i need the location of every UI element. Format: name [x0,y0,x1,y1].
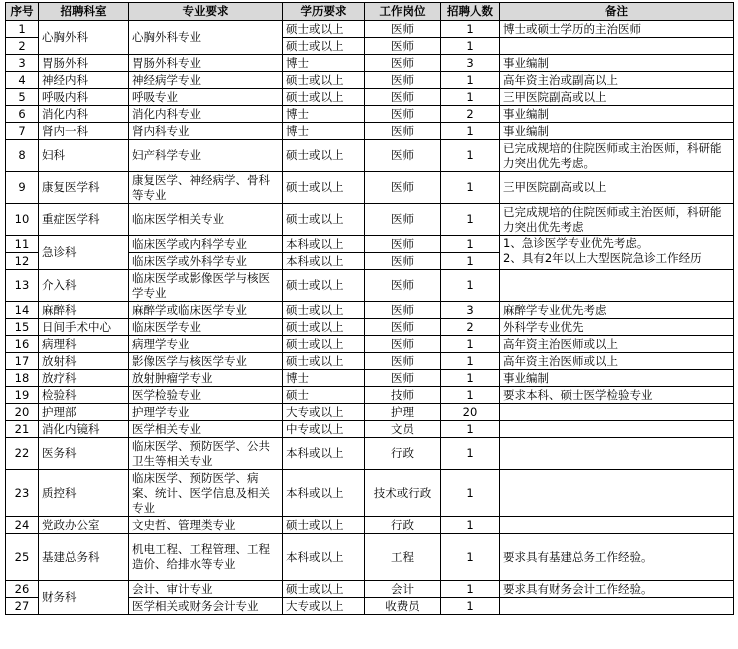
row-edu: 硕士或以上 [283,302,365,319]
row-major: 胃肠外科专业 [129,55,283,72]
row-edu: 博士 [283,370,365,387]
row-post: 医师 [365,172,441,204]
row-num: 1 [441,581,500,598]
row-dept: 胃肠外科 [39,55,129,72]
row-remark [500,421,734,438]
row-major: 医学检验专业 [129,387,283,404]
row-dept: 医务科 [39,438,129,470]
row-edu: 中专或以上 [283,421,365,438]
row-remark: 要求本科、硕士医学检验专业 [500,387,734,404]
row-post: 医师 [365,38,441,55]
row-no: 6 [6,106,39,123]
table-row [6,21,734,38]
table-row [6,270,734,302]
row-dept: 呼吸内科 [39,89,129,106]
header-row [6,3,734,21]
row-post: 医师 [365,319,441,336]
row-remark [500,438,734,470]
row-no: 20 [6,404,39,421]
row-num: 1 [441,270,500,302]
row-no: 12 [6,253,39,270]
row-dept: 质控科 [39,470,129,517]
row-edu: 硕士或以上 [283,319,365,336]
row-edu: 硕士或以上 [283,21,365,38]
row-post: 文员 [365,421,441,438]
row-edu: 硕士或以上 [283,172,365,204]
row-no: 21 [6,421,39,438]
table-row [6,353,734,370]
row-major: 神经病学专业 [129,72,283,89]
row-num: 1 [441,517,500,534]
row-edu: 硕士或以上 [283,270,365,302]
row-remark: 已完成规培的住院医师或主治医师，科研能力突出优先考虑 [500,204,734,236]
row-major: 呼吸专业 [129,89,283,106]
row-remark [500,470,734,517]
row-post: 收费员 [365,598,441,615]
row-no: 4 [6,72,39,89]
row-major: 临床医学相关专业 [129,204,283,236]
row-no: 9 [6,172,39,204]
row-major: 医学相关或财务会计专业 [129,598,283,615]
row-num: 1 [441,89,500,106]
header-dept: 招聘科室 [39,3,129,21]
table-row [6,438,734,470]
row-remark: 外科学专业优先 [500,319,734,336]
table-row [6,89,734,106]
row-remark [500,270,734,302]
row-edu: 硕士或以上 [283,72,365,89]
row-edu: 硕士或以上 [283,353,365,370]
row-post: 医师 [365,204,441,236]
row-edu: 大专或以上 [283,404,365,421]
row-remark: 事业编制 [500,123,734,140]
row-dept: 麻醉科 [39,302,129,319]
row-no: 7 [6,123,39,140]
table-row [6,421,734,438]
row-dept: 财务科 [39,581,129,615]
row-remark [500,517,734,534]
table-row [6,534,734,581]
row-edu: 硕士或以上 [283,204,365,236]
row-major: 机电工程、工程管理、工程造价、给排水等专业 [129,534,283,581]
row-post: 医师 [365,302,441,319]
row-post: 医师 [365,140,441,172]
row-num: 3 [441,302,500,319]
row-major: 临床医学专业 [129,319,283,336]
row-dept: 肾内一科 [39,123,129,140]
row-num: 1 [441,140,500,172]
row-edu: 博士 [283,55,365,72]
row-post: 医师 [365,370,441,387]
row-edu: 硕士 [283,387,365,404]
row-remark: 1、急诊医学专业优先考虑。 2、具有2年以上大型医院急诊工作经历 [500,236,734,270]
row-num: 1 [441,21,500,38]
row-no: 24 [6,517,39,534]
table-row [6,172,734,204]
row-remark [500,598,734,615]
row-post: 医师 [365,270,441,302]
row-remark: 已完成规培的住院医师或主治医师，科研能力突出优先考虑。 [500,140,734,172]
row-edu: 硕士或以上 [283,38,365,55]
row-remark: 三甲医院副高或以上 [500,172,734,204]
row-num: 1 [441,38,500,55]
row-dept: 消化内镜科 [39,421,129,438]
row-post: 医师 [365,253,441,270]
row-remark: 要求具有基建总务工作经验。 [500,534,734,581]
table-row [6,204,734,236]
row-post: 医师 [365,123,441,140]
row-no: 11 [6,236,39,253]
row-post: 技术或行政 [365,470,441,517]
row-major: 医学相关专业 [129,421,283,438]
row-no: 10 [6,204,39,236]
row-no: 23 [6,470,39,517]
row-remark: 高年资主治或副高以上 [500,72,734,89]
row-no: 5 [6,89,39,106]
row-dept: 介入科 [39,270,129,302]
row-edu: 硕士或以上 [283,581,365,598]
row-no: 27 [6,598,39,615]
row-num: 2 [441,106,500,123]
row-major: 影像医学与核医学专业 [129,353,283,370]
row-post: 工程 [365,534,441,581]
row-major: 临床医学、预防医学、病案、统计、医学信息及相关专业 [129,470,283,517]
header-num: 招聘人数 [441,3,500,21]
row-major: 妇产科学专业 [129,140,283,172]
row-no: 17 [6,353,39,370]
row-dept: 放疗科 [39,370,129,387]
row-post: 医师 [365,21,441,38]
row-num: 1 [441,438,500,470]
row-no: 18 [6,370,39,387]
row-num: 3 [441,55,500,72]
row-dept: 病理科 [39,336,129,353]
row-no: 8 [6,140,39,172]
row-major: 放射肿瘤学专业 [129,370,283,387]
row-post: 医师 [365,353,441,370]
row-edu: 硕士或以上 [283,336,365,353]
row-num: 1 [441,123,500,140]
table-row [6,387,734,404]
row-major: 护理学专业 [129,404,283,421]
row-remark: 事业编制 [500,370,734,387]
row-num: 1 [441,353,500,370]
row-edu: 硕士或以上 [283,140,365,172]
row-no: 1 [6,21,39,38]
table-row [6,302,734,319]
row-dept: 日间手术中心 [39,319,129,336]
row-num: 1 [441,253,500,270]
row-num: 1 [441,336,500,353]
row-dept: 康复医学科 [39,172,129,204]
header-no: 序号 [6,3,39,21]
row-remark: 三甲医院副高或以上 [500,89,734,106]
row-dept: 心胸外科 [39,21,129,55]
row-edu: 硕士或以上 [283,517,365,534]
row-num: 1 [441,421,500,438]
row-edu: 硕士或以上 [283,89,365,106]
row-num: 1 [441,534,500,581]
row-post: 医师 [365,236,441,253]
row-no: 3 [6,55,39,72]
table-row [6,236,734,253]
table-row [6,55,734,72]
row-post: 会计 [365,581,441,598]
header-major: 专业要求 [129,3,283,21]
row-num: 1 [441,172,500,204]
row-num: 1 [441,72,500,89]
row-no: 16 [6,336,39,353]
row-remark: 麻醉学专业优先考虑 [500,302,734,319]
table-row [6,581,734,598]
row-post: 医师 [365,89,441,106]
table-row [6,404,734,421]
row-remark: 要求具有财务会计工作经验。 [500,581,734,598]
table-row [6,319,734,336]
table-row [6,106,734,123]
row-no: 26 [6,581,39,598]
table-row [6,140,734,172]
row-dept: 急诊科 [39,236,129,270]
header-remark: 备注 [500,3,734,21]
row-dept: 消化内科 [39,106,129,123]
row-remark: 博士或硕士学历的主治医师 [500,21,734,38]
row-major: 文史哲、管理类专业 [129,517,283,534]
row-major: 临床医学或影像医学与核医学专业 [129,270,283,302]
row-remark: 事业编制 [500,55,734,72]
table-row [6,370,734,387]
row-num: 1 [441,598,500,615]
row-edu: 博士 [283,123,365,140]
row-no: 2 [6,38,39,55]
row-major: 肾内科专业 [129,123,283,140]
row-major: 临床医学或外科学专业 [129,253,283,270]
row-post: 技师 [365,387,441,404]
header-post: 工作岗位 [365,3,441,21]
row-dept: 护理部 [39,404,129,421]
row-no: 15 [6,319,39,336]
row-num: 1 [441,370,500,387]
row-num: 1 [441,204,500,236]
row-no: 25 [6,534,39,581]
table-row [6,517,734,534]
row-edu: 本科或以上 [283,236,365,253]
row-major: 消化内科专业 [129,106,283,123]
row-remark: 高年资主治医师或以上 [500,336,734,353]
row-remark: 高年资主治医师或以上 [500,353,734,370]
row-major: 心胸外科专业 [129,21,283,55]
table-row [6,470,734,517]
row-num: 1 [441,236,500,253]
row-post: 护理 [365,404,441,421]
header-edu: 学历要求 [283,3,365,21]
row-no: 22 [6,438,39,470]
row-post: 医师 [365,55,441,72]
row-edu: 本科或以上 [283,253,365,270]
row-edu: 博士 [283,106,365,123]
table-row [6,72,734,89]
table-row [6,336,734,353]
row-remark: 事业编制 [500,106,734,123]
row-major: 会计、审计专业 [129,581,283,598]
row-dept: 重症医学科 [39,204,129,236]
row-post: 医师 [365,72,441,89]
row-post: 医师 [365,336,441,353]
row-no: 19 [6,387,39,404]
row-major: 病理学专业 [129,336,283,353]
row-edu: 大专或以上 [283,598,365,615]
row-num: 20 [441,404,500,421]
row-remark [500,38,734,55]
row-no: 13 [6,270,39,302]
row-edu: 本科或以上 [283,534,365,581]
row-major: 康复医学、神经病学、骨科等专业 [129,172,283,204]
row-dept: 党政办公室 [39,517,129,534]
row-major: 临床医学或内科学专业 [129,236,283,253]
row-dept: 神经内科 [39,72,129,89]
row-edu: 本科或以上 [283,470,365,517]
recruitment-table [5,2,734,615]
row-num: 1 [441,387,500,404]
row-post: 医师 [365,106,441,123]
row-num: 2 [441,319,500,336]
row-dept: 放射科 [39,353,129,370]
row-major: 临床医学、预防医学、公共卫生等相关专业 [129,438,283,470]
row-no: 14 [6,302,39,319]
row-post: 行政 [365,438,441,470]
row-dept: 基建总务科 [39,534,129,581]
table-row [6,123,734,140]
row-edu: 本科或以上 [283,438,365,470]
row-remark [500,404,734,421]
row-dept: 妇科 [39,140,129,172]
row-dept: 检验科 [39,387,129,404]
row-num: 1 [441,470,500,517]
row-major: 麻醉学或临床医学专业 [129,302,283,319]
row-post: 行政 [365,517,441,534]
